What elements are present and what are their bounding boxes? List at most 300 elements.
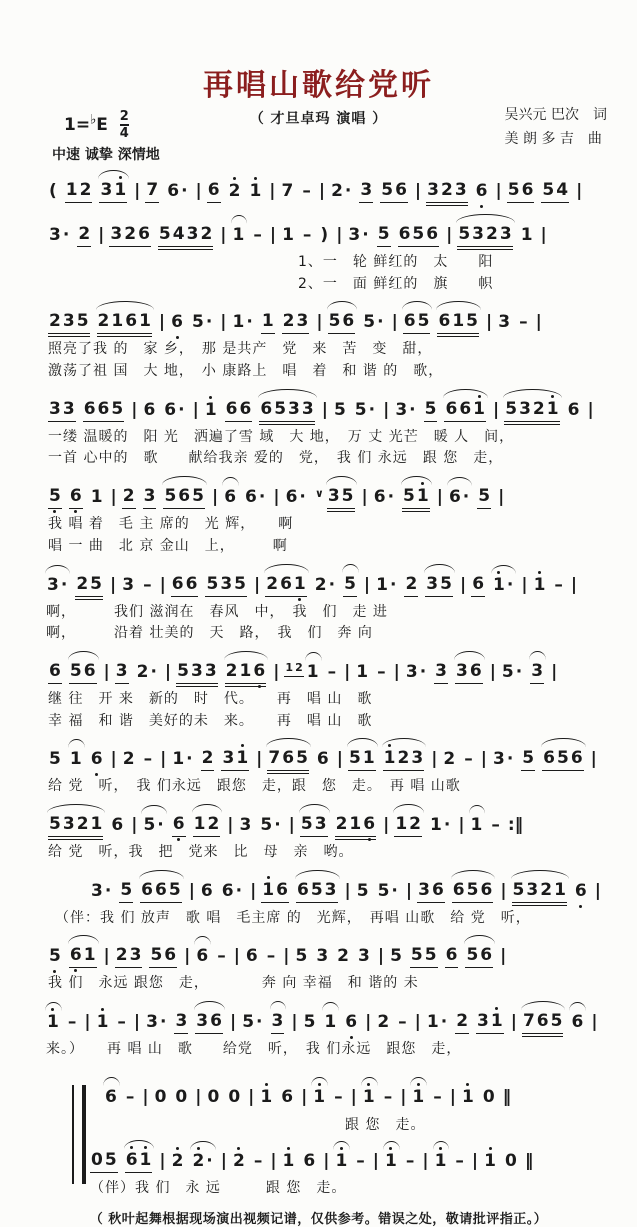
- note: |: [98, 225, 105, 245]
- key-signature: [64, 110, 129, 140]
- score: [0, 168, 637, 1200]
- note: 1 2: [193, 816, 221, 837]
- note: |: [103, 946, 110, 967]
- music-line: [0, 736, 637, 776]
- note: |: [220, 1151, 227, 1172]
- note: |: [471, 1151, 479, 1172]
- note: |: [344, 661, 351, 682]
- note: 5 ·: [501, 661, 523, 682]
- note: 2: [171, 1153, 185, 1173]
- note: 5: [343, 576, 357, 597]
- note: 3: [239, 814, 252, 835]
- note: 2 ·: [314, 574, 336, 595]
- note: –: [464, 749, 473, 770]
- note: |: [233, 946, 240, 967]
- note: |: [336, 225, 343, 245]
- note: 1 ·: [376, 574, 397, 595]
- lyric-line: 我 唱 着 毛 主 席的 光 辉， 啊: [48, 516, 294, 533]
- note: |: [521, 574, 528, 595]
- note: –: [125, 1086, 135, 1107]
- note: 5 3 2 1: [504, 401, 559, 422]
- note: |: [142, 1086, 149, 1107]
- note: –: [143, 574, 152, 595]
- note: 6 5 3: [296, 882, 338, 903]
- note: |: [270, 1151, 277, 1172]
- note: |: [493, 399, 500, 420]
- music-line: [0, 999, 637, 1039]
- flat-icon: ♭: [90, 112, 97, 128]
- note: |: [220, 312, 227, 333]
- note: |: [587, 399, 594, 420]
- note: 6: [196, 946, 209, 967]
- note: 3: [530, 663, 544, 684]
- music-line: [0, 649, 637, 689]
- note: 5: [303, 1012, 316, 1032]
- time-signature: [120, 110, 129, 140]
- note: 6 ·: [221, 880, 243, 901]
- note: |: [283, 946, 290, 967]
- note: 1: [232, 225, 245, 245]
- note: 1: [248, 183, 262, 203]
- note: |: [110, 749, 117, 770]
- note: |: [458, 814, 465, 835]
- note: 5 4: [541, 182, 569, 203]
- note: 1: [334, 1153, 348, 1173]
- note: 5: [48, 948, 62, 968]
- note: –: [554, 574, 563, 595]
- note: 2: [377, 1012, 390, 1032]
- note: |: [269, 225, 277, 245]
- score-line: [0, 562, 637, 645]
- note: |: [500, 880, 507, 901]
- note: 6: [281, 1086, 294, 1107]
- key-label: 1=: [64, 115, 91, 135]
- note: 2: [122, 749, 135, 770]
- lyric-line: 啊， 沿着 壮美的 天 路， 我 们 奔 向: [46, 625, 373, 642]
- note: 1: [282, 1153, 296, 1173]
- note: |: [323, 1151, 330, 1172]
- note: 1 6: [261, 882, 289, 903]
- note: 6: [170, 314, 184, 334]
- note: 5 3 3: [176, 663, 218, 684]
- note: |: [498, 487, 505, 508]
- note: 6: [207, 182, 221, 203]
- note: |: [273, 661, 280, 682]
- note: |: [211, 487, 219, 508]
- note: 6 ·: [448, 487, 470, 508]
- note: 2: [232, 1153, 246, 1173]
- music-line: [0, 474, 637, 514]
- note: 1: [470, 814, 483, 835]
- lyric-line: 激荡了祖 国 大 地， 小 康路上 唱 着 和 谐 的 歌，: [48, 363, 444, 380]
- note: |: [576, 181, 583, 201]
- note: 2 ·: [136, 661, 157, 682]
- note: 6: [172, 816, 186, 837]
- note: |: [383, 814, 390, 835]
- note: 6: [143, 399, 156, 420]
- note: 7: [145, 182, 159, 203]
- note: |: [431, 749, 438, 770]
- note: 5: [333, 399, 346, 420]
- note: 1: [520, 225, 533, 245]
- lyric-line: 2、一 面 鲜红的 旗 帜: [298, 275, 494, 292]
- note: 6 1: [69, 947, 97, 968]
- note: 1: [261, 313, 275, 334]
- note: 6 6 1: [444, 401, 486, 422]
- note: –: [302, 181, 311, 201]
- note: 5 6: [465, 947, 493, 968]
- note: 5: [424, 401, 438, 422]
- note: |: [318, 181, 326, 201]
- note: |: [361, 487, 368, 508]
- note: |: [422, 1151, 429, 1172]
- note: 5 6: [380, 182, 408, 203]
- note: |: [500, 946, 507, 967]
- note: 6: [344, 1014, 358, 1034]
- note: 2: [201, 750, 215, 771]
- note: |: [594, 880, 601, 901]
- score-line: [0, 933, 637, 995]
- note: 2 ·: [191, 1153, 213, 1173]
- note: 5: [49, 749, 61, 770]
- note: |: [570, 574, 578, 595]
- note: 1: [362, 1089, 376, 1109]
- note: –: [398, 1012, 407, 1032]
- note: |: [489, 661, 496, 682]
- note: |: [393, 661, 400, 682]
- music-line: [90, 1138, 637, 1178]
- music-line: [0, 212, 637, 252]
- note: 3: [358, 946, 370, 967]
- music-line: [0, 387, 637, 427]
- note: ): [320, 225, 329, 245]
- note: 3: [143, 488, 157, 509]
- note: 7 6 5: [267, 750, 309, 771]
- note: |: [510, 1012, 517, 1032]
- note: 5: [356, 880, 369, 901]
- note: 6: [571, 1012, 584, 1032]
- note: 0: [228, 1086, 241, 1107]
- note: |: [551, 661, 558, 682]
- lyric-line: （伴）我 们 永 远 跟 您 走。: [90, 1180, 347, 1197]
- note: |: [160, 749, 167, 770]
- footer-note: （ 秋叶起舞根据现场演出视频记谱，仅供参考。错误之处，敬请批评指正。）: [89, 1212, 548, 1227]
- note: |: [84, 1012, 91, 1032]
- note: 1: [533, 577, 547, 597]
- music-line: [90, 1075, 637, 1115]
- note: 3: [316, 946, 329, 967]
- note: |: [227, 814, 234, 835]
- score-line: [0, 736, 637, 798]
- note: –: [143, 749, 153, 770]
- lyric-line: 给 党 听，我 把 党来 比 母 亲 哟。: [48, 843, 354, 860]
- note: 6 5 6: [398, 226, 440, 247]
- note: 5 6: [507, 182, 535, 203]
- note: 1: [384, 1153, 398, 1173]
- note: (: [49, 181, 57, 201]
- note: 5 ·: [354, 399, 376, 420]
- note: 2 1 6: [335, 816, 377, 837]
- note: 1 2: [394, 816, 422, 837]
- note: 6 1 5: [437, 313, 479, 334]
- note: 6 5 6: [452, 882, 494, 903]
- lyric-line: 唱 一 曲 北 京 金山 上， 啊: [48, 537, 288, 554]
- note: |: [195, 1086, 202, 1107]
- note: |: [535, 312, 542, 333]
- score-line: [90, 1075, 637, 1137]
- lyric-line: 照亮了我 的 家 乡， 那 是共产 党 来 苦 变 甜，: [48, 341, 433, 358]
- note: –: [377, 661, 386, 682]
- note: 6 ·: [373, 487, 395, 508]
- note: 3 5: [425, 576, 453, 597]
- credits: [505, 104, 607, 152]
- note: :‖: [507, 814, 524, 835]
- note: |: [316, 312, 323, 333]
- note: |: [192, 399, 199, 420]
- note: 1 ·: [172, 749, 193, 770]
- note: 1: [411, 1089, 425, 1109]
- note: 6 ·: [285, 487, 306, 508]
- note: 6: [105, 1086, 117, 1107]
- note: 3: [498, 312, 511, 333]
- note: 6: [475, 183, 489, 203]
- note: 5 3: [300, 816, 328, 837]
- lyric-line: 来。） 再 唱 山 歌 给党 听， 我 们永远 跟您 走，: [46, 1041, 462, 1057]
- note: 2 1 6: [225, 663, 267, 684]
- note: –: [117, 1012, 126, 1032]
- note: –: [327, 661, 337, 682]
- music-line: [0, 562, 637, 602]
- note: |: [134, 181, 141, 201]
- note: 6 ·: [164, 399, 185, 420]
- note: 6: [69, 488, 83, 509]
- lyric-line: 一首 心中的 歌 献给我亲 爱的 党， 我 们 永远 跟 您 走，: [48, 450, 504, 467]
- note: 6: [245, 946, 258, 967]
- note: 1: [204, 402, 218, 422]
- note: 3 ·: [49, 225, 70, 245]
- note: 1: [96, 1014, 110, 1034]
- note: 5 ·: [260, 814, 281, 835]
- note: |: [248, 1086, 255, 1107]
- note: –: [455, 1151, 464, 1172]
- score-line: [0, 387, 637, 470]
- music-line: [0, 168, 637, 208]
- note: 5 5: [410, 947, 438, 968]
- note: 2: [122, 488, 136, 509]
- lyric-line: 继 往 开 来 新的 时 代。 再 唱 山 歌: [48, 690, 373, 707]
- note: 1: [434, 1153, 448, 1173]
- note: ∨: [314, 487, 324, 501]
- note: 5 3 2 1: [48, 816, 103, 837]
- note: 3 ·: [146, 1012, 167, 1032]
- note: 5 ·: [143, 814, 164, 835]
- music-line: [0, 299, 637, 339]
- note: 6: [200, 880, 213, 901]
- note: 5 3 2 3: [457, 226, 512, 247]
- note: –: [253, 225, 262, 245]
- note: |: [459, 574, 467, 595]
- note: 3 3: [48, 401, 76, 422]
- note: 0: [207, 1086, 220, 1107]
- note: 6 6 5: [140, 882, 182, 903]
- note: |: [131, 399, 138, 420]
- note: |: [405, 880, 413, 901]
- score-line: [0, 999, 637, 1061]
- note: 2: [443, 749, 456, 770]
- note: |: [159, 574, 166, 595]
- note: –: [491, 814, 500, 835]
- note: |: [250, 880, 257, 901]
- note: 5: [521, 750, 535, 771]
- note: 3: [434, 663, 448, 684]
- score-line: [0, 168, 637, 208]
- note: 3 ·: [492, 749, 514, 770]
- note: 6 5 3 3: [259, 401, 314, 422]
- note: |: [256, 749, 263, 770]
- note: 2: [228, 183, 242, 203]
- score-line: [0, 802, 637, 864]
- note: |: [321, 399, 328, 420]
- note: 0: [154, 1086, 167, 1107]
- note: 1: [312, 1089, 326, 1109]
- note: 5 ·: [242, 1012, 263, 1032]
- meter-denominator: 4: [119, 126, 129, 141]
- score-line: [0, 212, 637, 295]
- note: |: [590, 749, 597, 770]
- note: 2 3: [115, 947, 143, 968]
- note: 5: [119, 882, 133, 903]
- note: |: [158, 312, 166, 333]
- note: 3: [122, 574, 135, 595]
- note: |: [184, 946, 191, 967]
- note: 6: [316, 749, 329, 770]
- note: 1: [324, 1012, 337, 1032]
- note: |: [372, 1151, 379, 1172]
- note: 3 1: [99, 182, 127, 203]
- page-title: 再唱山歌给党听: [203, 68, 434, 103]
- note: |: [229, 1012, 237, 1032]
- note: 1: [46, 1014, 60, 1034]
- music-line: [0, 802, 637, 842]
- note: 2: [77, 226, 91, 247]
- note: 5: [295, 946, 308, 967]
- note: –: [433, 1086, 442, 1107]
- note: 0: [504, 1151, 517, 1172]
- note: |: [591, 1012, 598, 1032]
- note: 5: [48, 488, 62, 509]
- note: |: [414, 181, 422, 201]
- note: 3 6: [417, 882, 445, 903]
- note: 3 6: [455, 663, 483, 684]
- duet-system: [72, 1075, 637, 1200]
- note: 1 ·: [492, 577, 514, 597]
- note: 6: [445, 947, 459, 968]
- note: 3 ·: [348, 225, 369, 245]
- note: |: [446, 225, 453, 245]
- note: |: [486, 312, 493, 333]
- note: 3: [271, 1013, 285, 1034]
- note: 1 ·: [232, 312, 253, 333]
- lyricist-credit: 吴兴元 巴次 词: [504, 107, 607, 123]
- note: 6 5 6: [542, 750, 584, 771]
- note: 1: [483, 1153, 497, 1173]
- note: |: [365, 1012, 372, 1032]
- note: |: [195, 181, 202, 201]
- note: 2 ·: [331, 181, 352, 201]
- score-line: [0, 299, 637, 382]
- note: 6: [111, 814, 124, 835]
- lyric-line: 跟 您 走。: [345, 1116, 426, 1133]
- note: –: [383, 1086, 393, 1107]
- note: |: [164, 661, 172, 682]
- note: ‖: [502, 1086, 512, 1107]
- lyric-line: 幸 福 和 谐 美好的未 来。 再 唱 山 歌: [48, 712, 373, 729]
- note: |: [377, 946, 385, 967]
- note: 3 2 3: [426, 182, 468, 203]
- note: 2: [337, 946, 349, 967]
- note: |: [495, 181, 502, 201]
- note: 0 5: [90, 1152, 118, 1173]
- note: 7: [281, 181, 294, 201]
- note: 6 ·: [167, 181, 188, 201]
- note: 6 6: [171, 576, 199, 597]
- note: 1: [356, 661, 369, 682]
- note: 5 4 3 2: [158, 226, 213, 247]
- note: 6: [567, 399, 580, 420]
- note: 2 5: [75, 576, 103, 597]
- score-line: [0, 474, 637, 557]
- note: 3 5: [327, 488, 355, 509]
- note: |: [301, 1086, 308, 1107]
- note: |: [103, 661, 110, 682]
- note: |: [254, 574, 261, 595]
- note: |: [449, 1086, 456, 1107]
- note: 5 6 5: [163, 488, 205, 509]
- note: –: [519, 312, 528, 333]
- score-line: [0, 868, 637, 930]
- tempo-marking: 中速 诚挚 深情地: [52, 147, 160, 163]
- note: 6: [303, 1151, 316, 1172]
- lyric-line: 一缕 温暖的 阳 光 洒遍了雪 域 大 地， 万 丈 光芒 暖 人 间，: [48, 428, 515, 445]
- note: 5 1: [348, 750, 376, 771]
- note: 2 6 1: [265, 576, 307, 597]
- score-line: [0, 649, 637, 732]
- lyric-line: 啊， 我们 滋润在 春风 中， 我 们 走 进: [46, 603, 388, 620]
- note: 5 3 5: [205, 576, 247, 597]
- note: 3: [359, 182, 373, 203]
- note: 3 2 6: [109, 226, 151, 247]
- note: |: [383, 399, 390, 420]
- note: 2: [404, 576, 418, 597]
- note: 5 ·: [377, 880, 398, 901]
- composer-credit: 美 朗 多 吉 曲: [504, 130, 602, 147]
- note: 6 1: [125, 1152, 153, 1173]
- note: –: [253, 1151, 263, 1172]
- note: –: [356, 1151, 365, 1172]
- note: 6 6: [225, 401, 253, 422]
- note: |: [344, 880, 351, 901]
- note: 5: [377, 226, 391, 247]
- lyric-line: 1、一 轮 鲜红的 太 阳: [298, 254, 494, 270]
- note: 2 3: [282, 313, 310, 334]
- music-line: [0, 933, 637, 973]
- score-line: [90, 1138, 637, 1200]
- note: |: [110, 487, 117, 508]
- note: 1 2: [65, 182, 93, 203]
- note: 3: [115, 663, 129, 684]
- note: |: [220, 225, 227, 245]
- note: 5 6: [328, 313, 356, 334]
